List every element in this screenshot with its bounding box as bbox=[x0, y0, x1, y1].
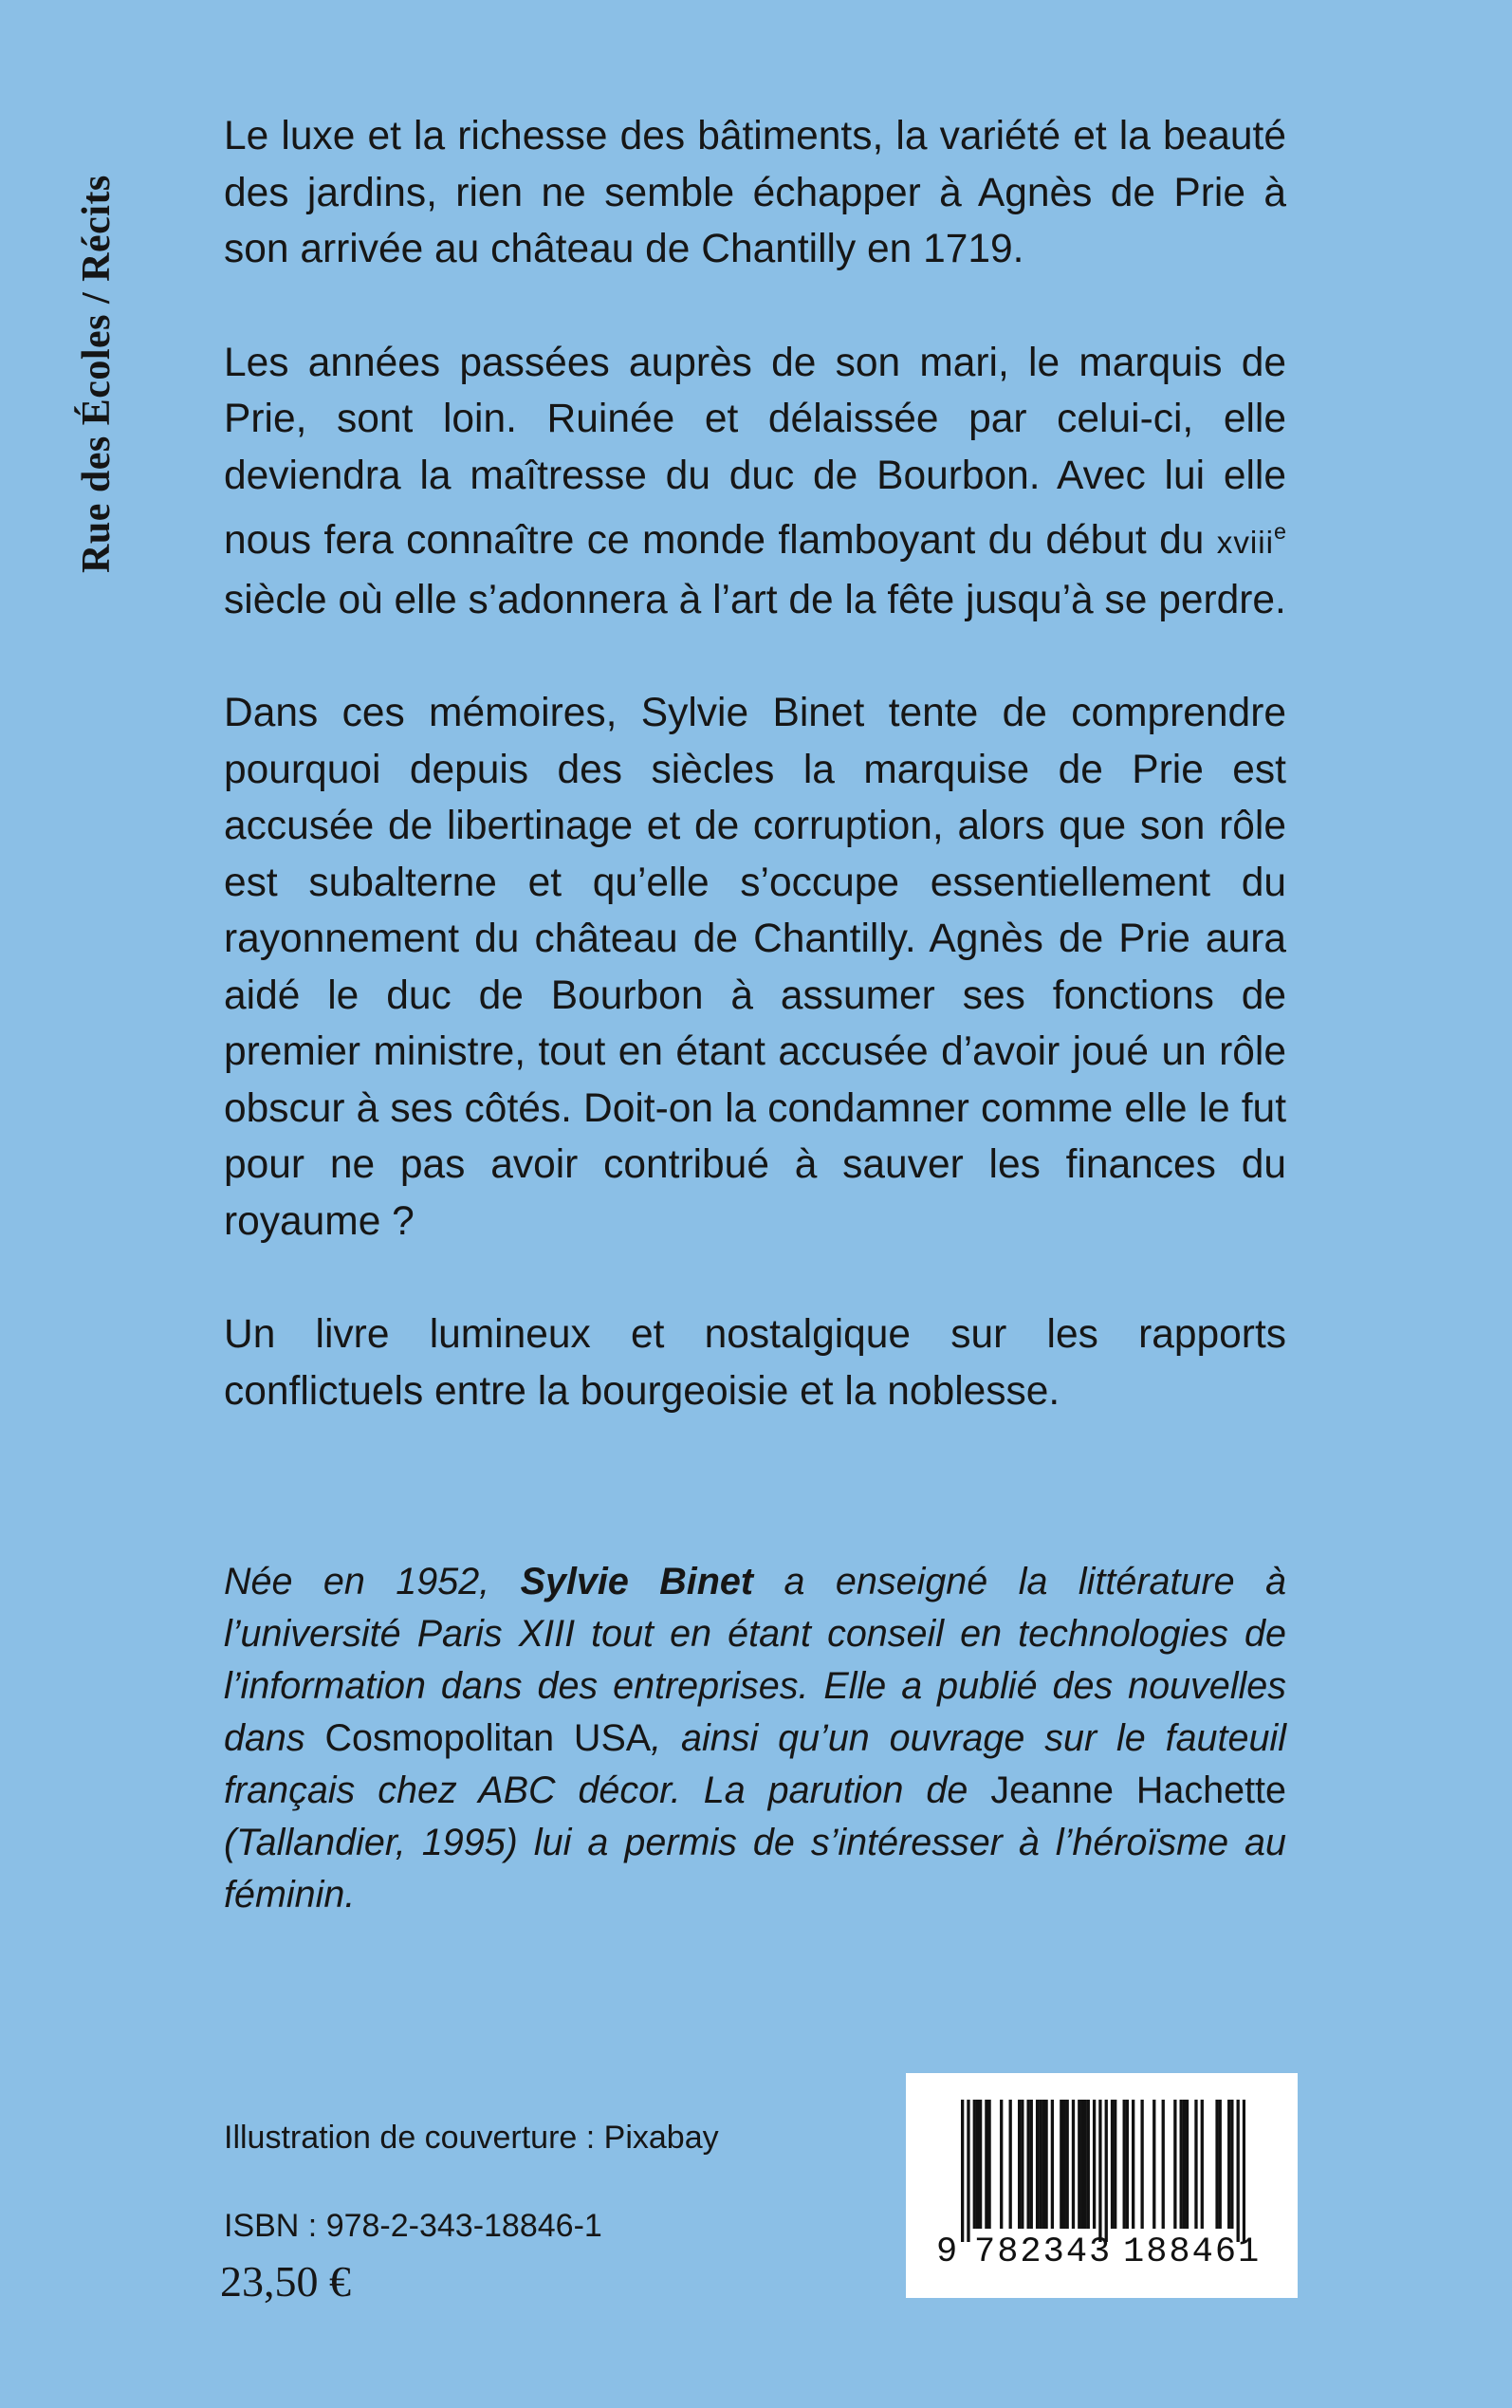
barcode-bar bbox=[1051, 2100, 1054, 2229]
price: 23,50 € bbox=[220, 2257, 351, 2306]
barcode-right-group: 188461 bbox=[1123, 2232, 1262, 2272]
barcode-bar bbox=[1201, 2100, 1204, 2229]
barcode-bar bbox=[1042, 2100, 1044, 2229]
century-roman-numeral: xviii bbox=[1216, 526, 1274, 562]
barcode-bar bbox=[1237, 2100, 1240, 2242]
barcode-bar bbox=[1126, 2100, 1129, 2229]
barcode-bar bbox=[1111, 2100, 1114, 2229]
series-title-vertical: Rue des Écoles / Récits bbox=[75, 175, 119, 573]
author-name: Sylvie Binet bbox=[520, 1561, 754, 1602]
barcode-bar bbox=[1132, 2100, 1134, 2229]
barcode-bar bbox=[1093, 2100, 1096, 2229]
barcode-bar bbox=[1173, 2100, 1176, 2229]
barcode-bar bbox=[1219, 2100, 1222, 2229]
barcode-bar bbox=[1026, 2100, 1029, 2229]
barcode-left-group: 782343 bbox=[974, 2232, 1113, 2272]
barcode-bar bbox=[1098, 2100, 1101, 2242]
barcode-bar bbox=[1105, 2100, 1108, 2242]
cover-illustration-credit: Illustration de couverture : Pixabay bbox=[224, 2120, 719, 2156]
barcode-bar bbox=[1078, 2100, 1080, 2229]
barcode-bar bbox=[1000, 2100, 1003, 2229]
barcode-bar bbox=[1062, 2100, 1065, 2229]
barcode-bar bbox=[987, 2100, 990, 2229]
barcode-bar bbox=[1030, 2100, 1033, 2229]
back-cover-blurb bbox=[224, 108, 1286, 1419]
barcode-bar bbox=[1066, 2100, 1069, 2229]
barcode-bar bbox=[961, 2100, 964, 2242]
blurb-paragraph-2 bbox=[224, 335, 1286, 629]
barcode-bar bbox=[1018, 2100, 1021, 2229]
barcode-bar bbox=[967, 2100, 969, 2242]
barcode-bar bbox=[1194, 2100, 1197, 2229]
blurb-paragraph-4: Un livre lumineux et nostalgique sur les rapports conflictuels entre la bourgeoisie et la noblesse. bbox=[224, 1312, 1286, 1414]
barcode-bar bbox=[1087, 2100, 1090, 2229]
magazine-title: Cosmopolitan USA bbox=[324, 1717, 652, 1759]
barcode-bar bbox=[1060, 2100, 1062, 2229]
blurb-paragraph-2-start: Les années passées auprès de son mari, le marquis de Prie, sont loin. Ruinée et délaissée par celui-ci, elle deviendra la maîtresse du duc de Bourbon. Avec lui elle nous fera connaître ce monde flamboyant du début du bbox=[224, 340, 1286, 564]
barcode-bar bbox=[1044, 2100, 1047, 2229]
barcode-bar bbox=[1215, 2100, 1218, 2229]
barcode-bar bbox=[1183, 2100, 1186, 2229]
barcode-bar bbox=[1036, 2100, 1039, 2229]
bio-part-1: Née en 1952, bbox=[224, 1561, 521, 1602]
blurb-paragraph-1: Le luxe et la richesse des bâtiments, la variété et la beauté des jardins, rien ne semble échapper à Agnès de Prie à son arrivée au château de Chantilly en 1719. bbox=[224, 114, 1286, 271]
bio-part-2: a enseigné la littérature à l’université Paris XIII tout en étant conseil en technologies de l’information dans des entreprises. Elle a publié des nouvelles dans bbox=[224, 1561, 1286, 1759]
barcode-bar bbox=[985, 2100, 987, 2229]
barcode-bar bbox=[973, 2100, 976, 2229]
barcode-icon bbox=[961, 2100, 1245, 2242]
barcode-bar bbox=[1072, 2100, 1075, 2229]
barcode-bar bbox=[1162, 2100, 1165, 2229]
book-title: Jeanne Hachette bbox=[990, 1769, 1286, 1811]
barcode-bar bbox=[1186, 2100, 1189, 2229]
blurb-paragraph-3: Dans ces mémoires, Sylvie Binet tente de comprendre pourquoi depuis des siècles la marquise de Prie est accusée de libertinage et de corruption, alors que son rôle est subalterne et qu’elle s’occupe essentiellement du rayonnement du château de Chantilly. Agnès de Prie aura aidé le duc de Bourbon à assumer ses fonctions de premier ministre, tout en étant accusée d’avoir joué un rôle obscur à ses côtés. Doit-on la condamner comme elle le fut pour ne pas avoir contribué à sauver les finances du royaume ? bbox=[224, 691, 1286, 1244]
barcode-bar bbox=[1039, 2100, 1042, 2229]
isbn-number: ISBN : 978-2-343-18846-1 bbox=[224, 2208, 602, 2244]
barcode-bar bbox=[1140, 2100, 1143, 2229]
barcode-first-digit: 9 bbox=[936, 2232, 960, 2272]
barcode-bar bbox=[1080, 2100, 1083, 2229]
century-superscript: e bbox=[1274, 519, 1286, 544]
barcode-bar bbox=[979, 2100, 982, 2229]
bio-part-3: , ainsi qu’un ouvrage sur le fauteuil français chez ABC décor. La parution de bbox=[224, 1717, 1286, 1811]
barcode-bar bbox=[1021, 2100, 1023, 2229]
blurb-paragraph-2-end: siècle où elle s’adonnera à l’art de la fête jusqu’à se perdre. bbox=[224, 577, 1286, 622]
bio-part-4: (Tallandier, 1995) lui a permis de s’intéresser à l’héroïsme au féminin. bbox=[224, 1822, 1286, 1916]
barcode-bar bbox=[1180, 2100, 1183, 2229]
barcode-panel bbox=[906, 2073, 1298, 2298]
barcode-bar bbox=[1083, 2100, 1086, 2229]
barcode-bar bbox=[1009, 2100, 1012, 2229]
barcode-bar bbox=[1230, 2100, 1233, 2229]
barcode-bar bbox=[1227, 2100, 1230, 2229]
barcode-bar bbox=[1152, 2100, 1155, 2229]
author-biography bbox=[224, 1556, 1286, 1921]
barcode-bar bbox=[976, 2100, 979, 2229]
barcode-bar bbox=[1114, 2100, 1116, 2229]
barcode-bar bbox=[1243, 2100, 1245, 2242]
barcode-bar bbox=[1123, 2100, 1126, 2229]
